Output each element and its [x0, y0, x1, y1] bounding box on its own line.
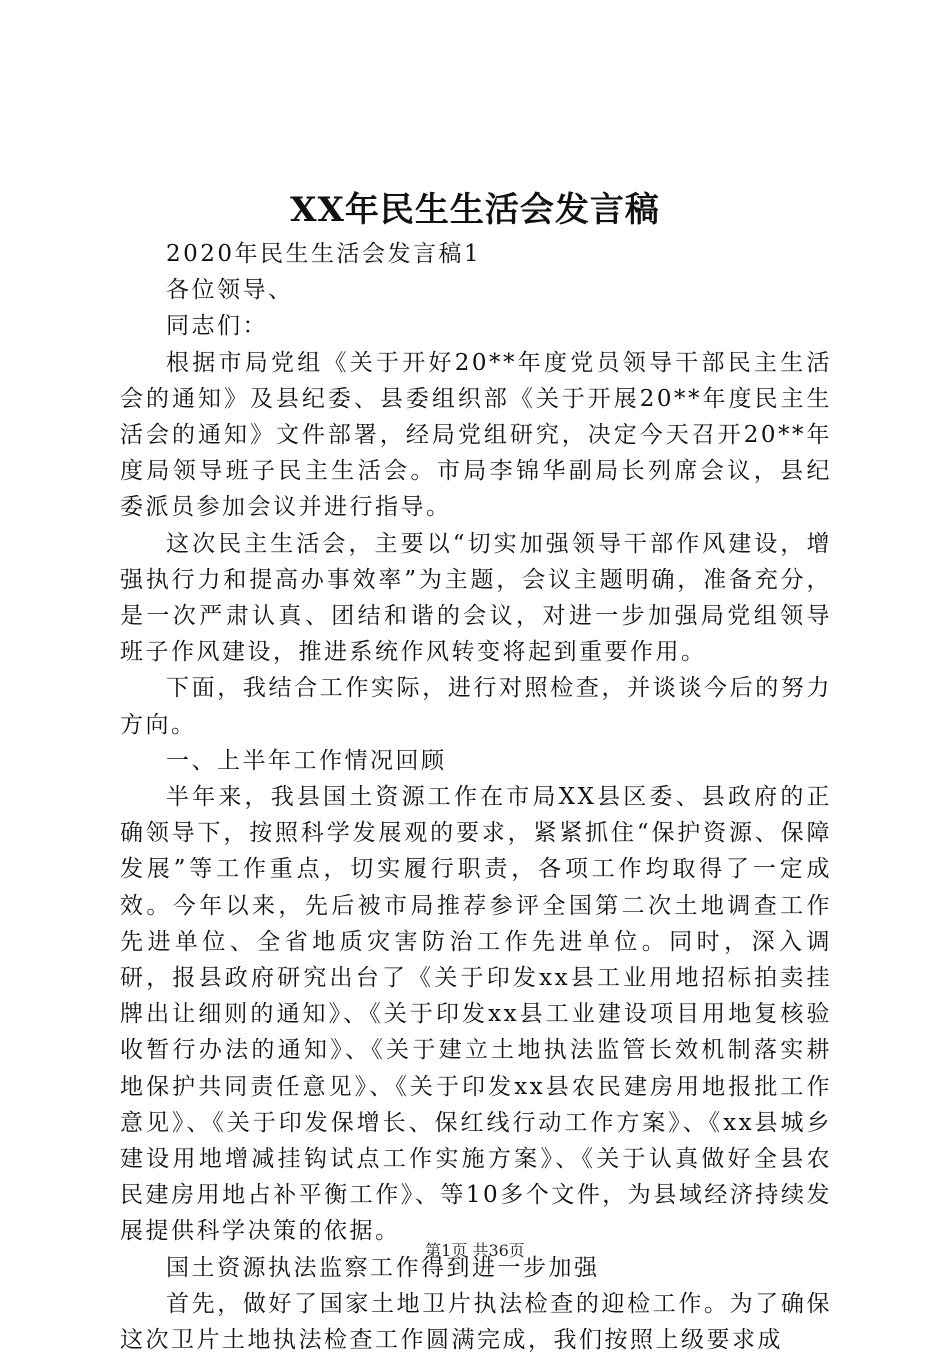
page-footer: 第1页 共36页 — [425, 1241, 525, 1260]
paragraph-transition: 下面，我结合工作实际，进行对照检查，并谈谈今后的努力方向。 — [120, 675, 832, 738]
paragraph-subtitle: 2020年民生生活会发言稿1 — [166, 241, 482, 267]
paragraph-salutation-leaders: 各位领导、 — [166, 277, 294, 304]
subsection-heading: 国土资源执法监察工作得到进一步加强 — [166, 1254, 600, 1281]
document-body — [120, 236, 832, 1358]
paragraph-review: 半年来，我县国土资源工作在市局XX县区委、县政府的正确领导下，按照科学发展观的要求，紧紧抓住“保护资源、保障发展”等工作重点，切实履行职责，各项工作均取得了一定成效。今年以来，先后被市局推荐参评全国第二次土地调查工作先进单位、全省地质灾害防治工作先进单位。同时，深入调研，报县政府研究出台了《关于印发xx县工业用地招标拍卖挂牌出让细则的通知》、《关于印发xx县工业建设项目用地复核验收暂行办法的通知》、《关于建立土地执法监管长效机制落实耕地保护共同责任意见》、《关于印发xx县农民建房用地报批工作意见》、《关于印发保增长、保红线行动工作方案》、《xx县城乡建设用地增减挂钩试点工作实施方案》、《关于认真做好全县农民建房用地占补平衡工作》、等10多个文件，为县域经济持续发展提供科学决策的依据。 — [120, 784, 832, 1245]
paragraph-inspection: 首先，做好了国家土地卫片执法检查的迎检工作。为了确保这次卫片土地执法检查工作圆满完成，我们按照上级要求成 — [120, 1290, 832, 1354]
section-heading: 一、上半年工作情况回顾 — [166, 747, 447, 774]
document-title: XX年民生生活会发言稿 — [290, 190, 660, 230]
paragraph-theme: 这次民主生活会，主要以“切实加强领导干部作风建设，增强执行力和提高办事效率”为主题，会议主题明确，准备充分，是一次严肃认真、团结和谐的会议，对进一步加强局党组领导班子作风建设，推进系统作风转变将起到重要作用。 — [120, 530, 832, 666]
paragraph-intro: 根据市局党组《关于开好20**年度党员领导干部民主生活会的通知》及县纪委、县委组织部《关于开展20**年度民主生活会的通知》文件部署，经局党组研究，决定今天召开20**年度局领导班子民主生活会。市局李锦华副局长列席会议，县纪委派员参加会议并进行指导。 — [120, 349, 832, 521]
paragraph-salutation-comrades: 同志们： — [166, 313, 268, 340]
